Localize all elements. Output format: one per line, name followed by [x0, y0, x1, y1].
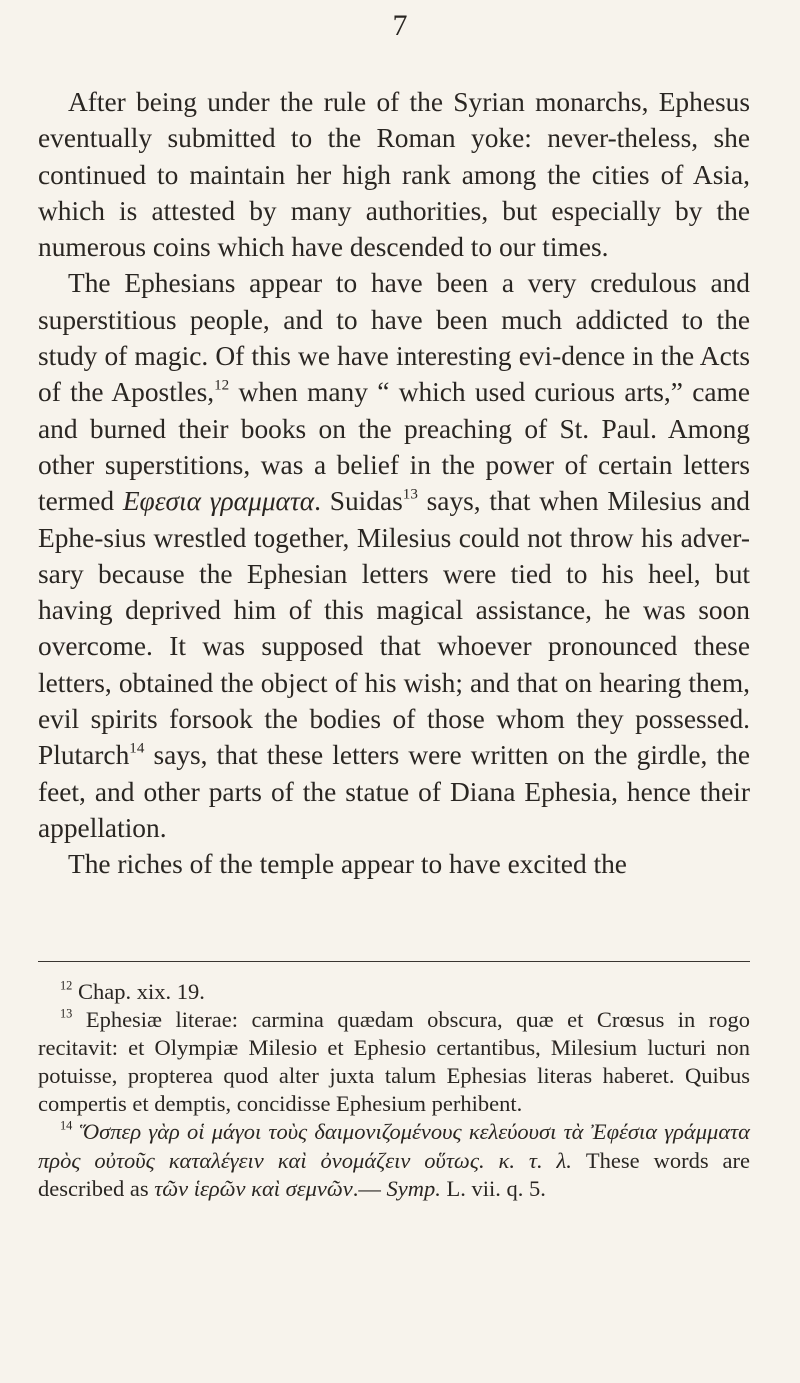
page-number: 7 — [392, 9, 408, 42]
paragraph — [38, 265, 750, 846]
footnote — [38, 978, 750, 1006]
footnote-reference[interactable]: 12 — [214, 378, 230, 395]
paragraph — [38, 846, 750, 882]
text-run: says, that these letters were written on the girdle, the feet, and other parts of the statue of Diana Ephesia, hence their appellation. — [38, 740, 750, 843]
italic-text: Symp. — [386, 1175, 441, 1201]
footnote-reference[interactable]: 13 — [402, 486, 418, 503]
text-run: . Suidas — [314, 486, 403, 517]
text-run: These words are described as — [38, 1147, 751, 1201]
footnote-reference[interactable]: 14 — [129, 741, 145, 758]
footnote — [38, 1118, 750, 1202]
text-run: Ephesiæ literae: carmina quædam obscura, quæ et Crœsus in rogo recitavit: et Olympiæ Milesio et Ephesio certantibus, Milesium lucturi non potuisse, propterea quod alter juxta talum Ephesias literas haberet. Quibus compertis et demptis, concidisse Ephesium perhibent. — [38, 1007, 750, 1117]
greek-text: Ὅσπερ γὰρ οἱ μάγοι τοὺς δαιμονιζομένους κελεύουσι τὰ Ἐφέσια γράμματα πρὸς οὐτοῦς καταλέγειν καὶ ὀνομάζειν οὕτως. κ. τ. λ. — [38, 1119, 750, 1173]
footnote-reference[interactable]: 12 — [60, 978, 73, 993]
text-run: After being under the rule of the Syrian monarchs, Ephesus eventually submitted to the Roman yoke: never-theless, she continued to maintain her high rank among the cities of Asia, which is attested by many authorities, but especially by the numerous coins which have descended to our times. — [38, 87, 750, 263]
footnotes — [38, 978, 750, 1203]
text-run: .— — [352, 1175, 387, 1201]
footnote-divider — [38, 961, 750, 962]
text-run: Chap. xix. 19. — [72, 979, 205, 1004]
greek-text: τῶν ἱερῶν καὶ σεμνῶν — [154, 1175, 353, 1201]
text-run: when many “ which used curious arts,” came and burned their books on the preaching of St. Paul. Among other superstitions, was a belief in the power of certain letters termed — [38, 377, 750, 517]
footnote-reference[interactable]: 14 — [60, 1119, 73, 1134]
footnote-reference[interactable]: 13 — [60, 1006, 73, 1021]
paragraph — [38, 84, 750, 265]
text-run: says, that when Milesius and Ephe-sius wrestled together, Milesius could not throw his adver-sary because the Ephesian letters were tied to his heel, but having deprived him of this magical assistance, he was soon overcome. It was supposed that whoever pronounced these letters, obtained the object of his wish; and that on hearing them, evil spirits forsook the bodies of those whom they possessed. Plutarch — [38, 486, 750, 771]
text-run: L. vii. q. 5. — [440, 1175, 546, 1201]
text-run: The Ephesians appear to have been a very credulous and superstitious people, and to have been much addicted to the study of magic. Of this we have interesting evi-dence in the Acts of the Apostles, — [38, 268, 750, 408]
footnote — [38, 1006, 750, 1118]
text-run: The riches of the temple appear to have excited the — [68, 849, 627, 880]
body-text — [38, 84, 750, 883]
greek-text: Εφεσια γραμματα — [122, 486, 315, 517]
